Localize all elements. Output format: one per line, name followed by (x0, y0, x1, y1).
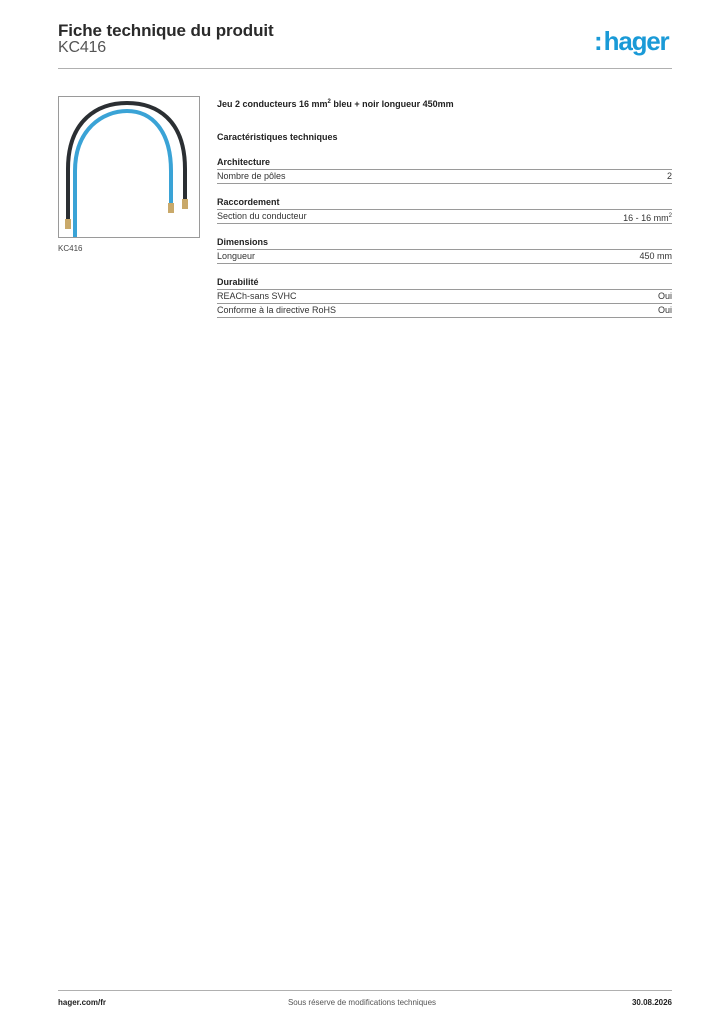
product-details (217, 95, 672, 318)
spec-value (623, 210, 672, 223)
spec-row (217, 170, 672, 184)
spec-value: 450 mm (639, 251, 672, 261)
spec-group-title: Dimensions (217, 236, 672, 250)
spec-value-text: 16 - 16 mm (623, 213, 669, 223)
spec-value: 2 (666, 171, 672, 181)
spec-row (217, 250, 672, 264)
image-caption: KC416 (58, 244, 83, 253)
spec-row (217, 304, 672, 318)
page-title: Fiche technique du produit (58, 21, 274, 40)
spec-value-superscript: 2 (668, 213, 672, 219)
spec-label: Conforme à la directive RoHS (217, 305, 337, 315)
specs-heading: Caractéristiques techniques (217, 132, 338, 142)
spec-label: Nombre de pôles (217, 171, 286, 181)
hager-logo (594, 28, 668, 54)
footer-divider (58, 990, 672, 991)
product-image (58, 96, 200, 238)
spec-value: Oui (657, 305, 672, 315)
spec-group-title: Raccordement (217, 196, 672, 210)
spec-row (217, 290, 672, 304)
spec-label: Longueur (217, 251, 256, 261)
product-reference: KC416 (58, 39, 106, 56)
cable-set-icon (59, 97, 199, 237)
footer-website-link[interactable]: hager.com/fr (58, 998, 107, 1007)
description-text: Jeu 2 conducteurs 16 mm (217, 99, 328, 109)
spec-group-title: Architecture (217, 156, 672, 170)
description-superscript: 2 (327, 99, 331, 105)
footer-disclaimer: Sous réserve de modifications techniques (287, 998, 437, 1007)
black-cable-end-right (182, 199, 188, 209)
spec-label: Section du conducteur (217, 211, 307, 221)
description-text-end: bleu + noir longueur 450mm (330, 99, 454, 109)
spec-row (217, 210, 672, 224)
spec-value: Oui (657, 291, 672, 301)
spec-group-title: Durabilité (217, 276, 672, 290)
spec-label: REACh-sans SVHC (217, 291, 297, 301)
logo-text: hager (603, 26, 669, 56)
blue-cable-end-right (168, 203, 174, 213)
logo-dots-icon: : (594, 26, 603, 56)
product-description (217, 95, 672, 109)
blue-cable (75, 111, 171, 237)
footer-date: 30.08.2026 (631, 998, 672, 1007)
black-cable-end-left (65, 219, 71, 229)
black-cable (68, 103, 185, 225)
header-divider (58, 68, 672, 69)
